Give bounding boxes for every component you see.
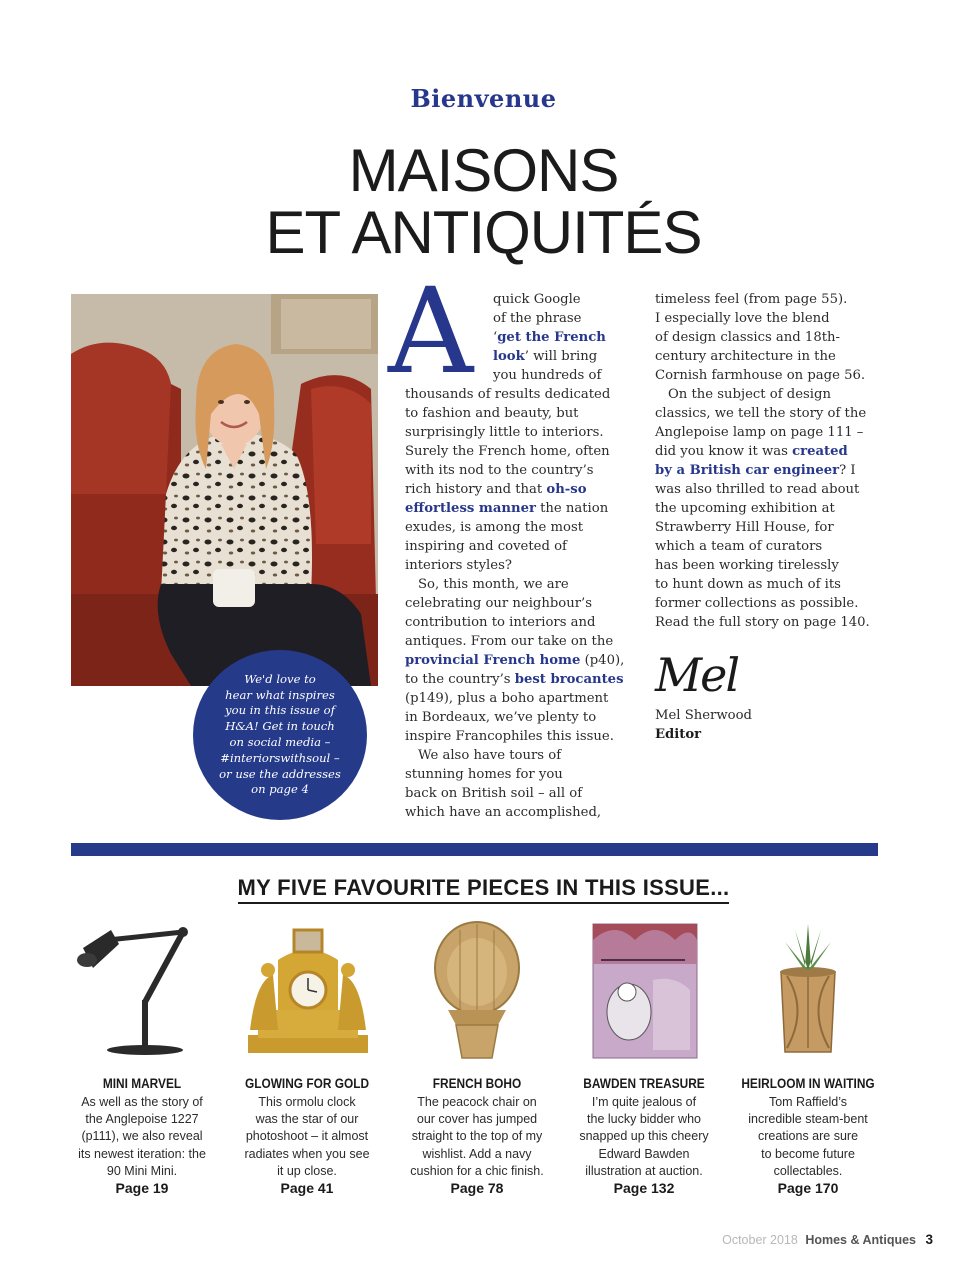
item-title: MINI MARVEL bbox=[102, 1076, 182, 1091]
article-line: ‘get the French bbox=[493, 330, 606, 345]
section-kicker: Bienvenue bbox=[410, 84, 557, 113]
section-divider bbox=[71, 843, 878, 856]
article-line: We also have tours of bbox=[418, 748, 562, 763]
bubble-line: on page 4 bbox=[251, 782, 309, 797]
article-line: effortless manner the nation bbox=[405, 501, 609, 516]
plant-stand-icon bbox=[729, 920, 887, 1060]
article-line: quick Google bbox=[493, 292, 581, 307]
bubble-line: hear what inspires bbox=[225, 687, 335, 702]
article-column-1 bbox=[405, 290, 637, 822]
article-line: antiques. From our take on the bbox=[405, 634, 614, 649]
item-title: BAWDEN TREASURE bbox=[583, 1076, 705, 1091]
favourites-heading: MY FIVE FAVOURITE PIECES IN THIS ISSUE... bbox=[0, 875, 967, 901]
article-line: classics, we tell the story of the bbox=[655, 406, 867, 421]
article-line: did you know it was created bbox=[655, 444, 848, 459]
article-line: in Bordeaux, we’ve plenty to bbox=[405, 710, 597, 725]
highlight-phrase: best brocantes bbox=[514, 672, 624, 687]
item-description: As well as the story of the Anglepoise 1227 (p111), we also reveal its newest iteration: the 90 Mini Mini. bbox=[78, 1095, 206, 1178]
article-line: has been working tirelessly bbox=[655, 558, 839, 573]
article-line: century architecture in the bbox=[655, 349, 836, 364]
article-line: Read the full story on page 140. bbox=[655, 615, 870, 630]
item-description: This ormolu clock was the star of our photoshoot – it almost radiates when you see it up close. bbox=[244, 1095, 370, 1178]
item-page-ref: Page 78 bbox=[450, 1180, 504, 1196]
item-page-ref: Page 170 bbox=[777, 1180, 839, 1196]
desk-lamp-icon bbox=[63, 920, 221, 1060]
drop-cap: A bbox=[388, 262, 474, 400]
peacock-chair-icon bbox=[398, 920, 556, 1060]
article-line: (p149), plus a boho apartment bbox=[405, 691, 609, 706]
highlight-phrase: oh-so bbox=[546, 482, 587, 497]
article-line: to fashion and beauty, but bbox=[405, 406, 579, 421]
article-line: to hunt down as much of its bbox=[655, 577, 841, 592]
article-line: was also thrilled to read about bbox=[655, 482, 860, 497]
article-line: Cornish farmhouse on page 56. bbox=[655, 368, 866, 383]
article-line: So, this month, we are bbox=[418, 577, 569, 592]
article-line: interiors styles? bbox=[405, 558, 512, 573]
bubble-line: H&A! Get in touch bbox=[225, 719, 335, 734]
article-line: former collections as possible. bbox=[655, 596, 859, 611]
article-line: Strawberry Hill House, for bbox=[655, 520, 834, 535]
article-line: of the phrase bbox=[493, 311, 582, 326]
ormolu-clock-icon bbox=[228, 920, 386, 1060]
article-line: timeless feel (from page 55). bbox=[655, 292, 848, 307]
article-line: inspire Francophiles this issue. bbox=[405, 729, 614, 744]
editor-role: Editor bbox=[655, 727, 702, 742]
article-line: which have an accomplished, bbox=[405, 805, 602, 820]
article-column-2 bbox=[655, 290, 887, 632]
highlight-phrase: by a British car engineer bbox=[655, 463, 840, 478]
article-line: look’ will bring bbox=[493, 349, 598, 364]
article-line: contribution to interiors and bbox=[405, 615, 596, 630]
page-title-line-1: MAISONS bbox=[348, 137, 619, 204]
item-title: FRENCH BOHO bbox=[432, 1076, 522, 1091]
contact-bubble bbox=[193, 650, 367, 820]
issue-date: October 2018 bbox=[722, 1233, 798, 1247]
article-line: the upcoming exhibition at bbox=[655, 501, 835, 516]
article-line: you hundreds of bbox=[493, 368, 602, 383]
illustration-print-icon bbox=[565, 920, 723, 1060]
article-line: rich history and that oh-so bbox=[405, 482, 587, 497]
item-title: HEIRLOOM IN WAITING bbox=[741, 1076, 875, 1091]
article-line: surprisingly little to interiors. bbox=[405, 425, 604, 440]
article-line: inspiring and coveted of bbox=[405, 539, 567, 554]
article-line: provincial French home (p40), bbox=[405, 653, 625, 668]
bubble-line: you in this issue of bbox=[225, 703, 335, 718]
editor-signature: Mel bbox=[655, 648, 739, 702]
article-line: I especially love the blend bbox=[655, 311, 830, 326]
highlight-phrase: look bbox=[493, 349, 525, 364]
highlight-phrase: effortless manner bbox=[405, 501, 536, 516]
item-title: GLOWING FOR GOLD bbox=[244, 1076, 370, 1091]
article-line: which a team of curators bbox=[655, 539, 823, 554]
article-line: celebrating our neighbour’s bbox=[405, 596, 592, 611]
item-description: Tom Raffield’s incredible steam-bent creations are sure to become future collectables. bbox=[748, 1095, 868, 1178]
item-page-ref: Page 132 bbox=[613, 1180, 675, 1196]
highlight-phrase: created bbox=[792, 444, 848, 459]
item-description: The peacock chair on our cover has jumped straight to the top of my wishlist. Add a navy cushion for a chic finish. bbox=[410, 1095, 544, 1178]
page-title-line-2: ET ANTIQUITÉS bbox=[265, 199, 702, 266]
editor-name: Mel Sherwood bbox=[655, 708, 752, 723]
item-description: I’m quite jealous of the lucky bidder who snapped up this cheery Edward Bawden illustration at auction. bbox=[579, 1095, 709, 1178]
publication-name: Homes & Antiques bbox=[805, 1233, 916, 1247]
item-page-ref: Page 19 bbox=[115, 1180, 169, 1196]
article-line: to the country’s best brocantes bbox=[405, 672, 624, 687]
editor-photo bbox=[71, 294, 378, 686]
page-footer bbox=[722, 1232, 933, 1247]
highlight-phrase: provincial French home bbox=[405, 653, 581, 668]
article-line: Anglepoise lamp on page 111 – bbox=[655, 425, 864, 440]
article-line: Surely the French home, often bbox=[405, 444, 610, 459]
article-line: back on British soil – all of bbox=[405, 786, 583, 801]
item-page-ref: Page 41 bbox=[280, 1180, 334, 1196]
bubble-line: We'd love to bbox=[244, 671, 316, 686]
article-line: with its nod to the country’s bbox=[405, 463, 594, 478]
bubble-line: #interiorswithsoul – bbox=[220, 750, 340, 765]
page-number: 3 bbox=[925, 1232, 933, 1247]
bubble-line: on social media – bbox=[229, 735, 331, 749]
article-line: On the subject of design bbox=[668, 387, 831, 402]
bubble-line: or use the addresses bbox=[219, 766, 341, 781]
article-line: stunning homes for you bbox=[405, 767, 563, 782]
article-line: of design classics and 18th- bbox=[655, 330, 840, 345]
article-line: exudes, is among the most bbox=[405, 520, 584, 535]
article-line: by a British car engineer? I bbox=[655, 463, 856, 478]
highlight-phrase: get the French bbox=[497, 330, 606, 345]
article-line: thousands of results dedicated bbox=[405, 387, 611, 402]
